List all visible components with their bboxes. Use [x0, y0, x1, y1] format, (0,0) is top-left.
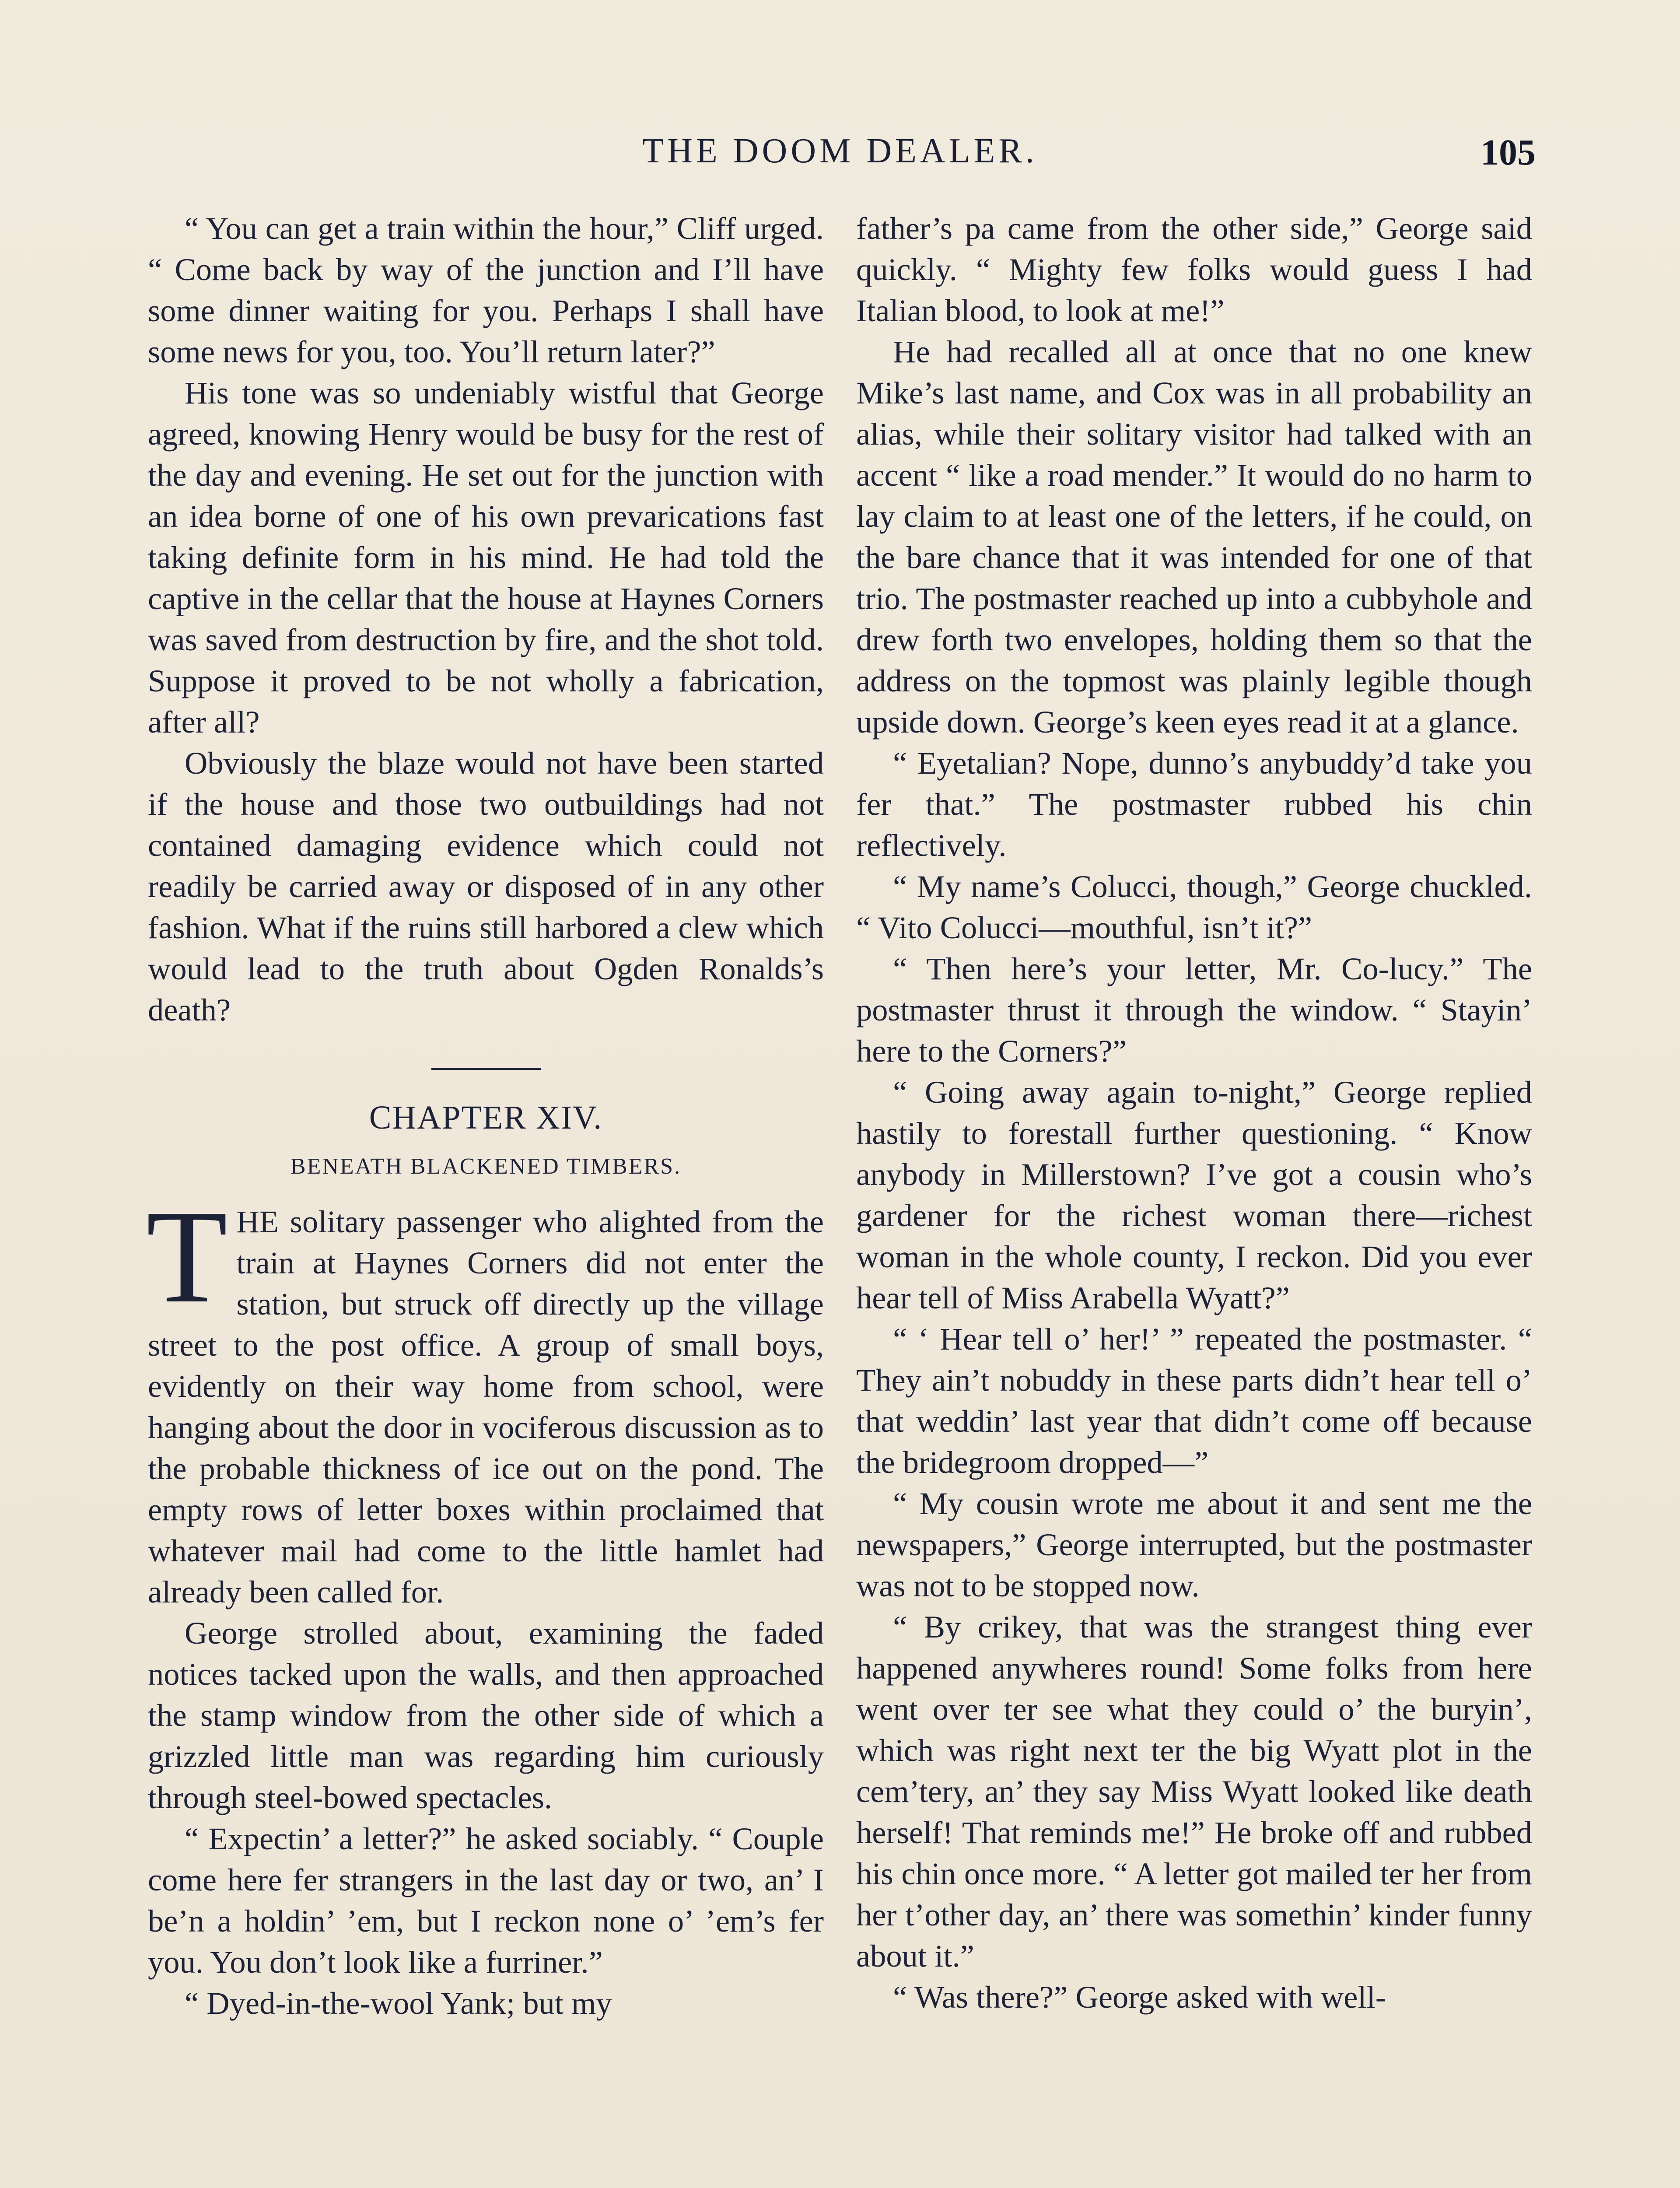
paragraph: “ Was there?” George asked with well-	[893, 1979, 1386, 2015]
paragraph: “ My name’s Colucci, though,” George chuckled. “ Vito Colucci—mouthful, isn’t it?”	[856, 869, 1532, 945]
running-title: THE DOOM DEALER.	[642, 132, 1038, 170]
paragraph: “ ‘ Hear tell o’ her!’ ” repeated the postmaster. “ They ain’t nobuddy in these parts didn’t hear tell o’ that weddin’ last year that didn’t come off because the bridegroom dropped—”	[856, 1321, 1532, 1480]
page-number: 105	[1480, 132, 1536, 173]
drop-cap: T	[146, 1182, 228, 1330]
right-column	[856, 208, 1532, 2018]
section-divider	[431, 1068, 541, 1070]
paragraph: “ Dyed-in-the-wool Yank; but my	[185, 1985, 612, 2021]
paragraph: George strolled about, examining the faded notices tacked upon the walls, and then approached the stamp window from the other side of which a grizzled little man was regarding him curiously through steel-bowed spectacles.	[148, 1615, 824, 1815]
paragraph: His tone was so undeniably wistful that George agreed, knowing Henry would be busy for the rest of the day and evening. He set out for the junction with an idea borne of one of his own prevarications fast taking definite form in his mind. He had told the captive in the cellar that the house at Haynes Corners was saved from destruction by fire, and the shot told. Suppose it proved to be not wholly a fabrication, after all?	[148, 375, 824, 740]
paragraph: “ Expectin’ a letter?” he asked sociably. “ Couple come here fer strangers in the last day or two, an’ I be’n a holdin’ ’em, but I reckon none o’ ’em’s fer you. You don’t look like a furriner.”	[148, 1821, 824, 1980]
running-header	[144, 131, 1536, 179]
paragraph: “ By crikey, that was the strangest thing ever happened anywheres round! Some folks from here went over ter see what they could o’ the buryin’, which was right next ter the big Wyatt plot in the cem’tery, an’ they say Miss Wyatt looked like death herself! That reminds me!” He broke off and rubbed his chin once more. “ A letter got mailed ter her from her t’other day, an’ there was somethin’ kinder funny about it.”	[856, 1609, 1532, 1974]
paragraph: “ My cousin wrote me about it and sent me the newspapers,” George interrupted, but the postmaster was not to be stopped now.	[856, 1486, 1532, 1603]
paragraph: “ You can get a train within the hour,” Cliff urged. “ Come back by way of the junction and I’ll have some dinner waiting for you. Perhaps I shall have some news for you, too. You’ll return later?”	[148, 210, 824, 369]
opening-text: HE solitary passenger who alighted from the train at Haynes Corners did not enter the station, but struck off directly up the village street to the post office. A group of small boys, evidently on their way home from school, were hanging about the door in vociferous discussion as to the probable thickness of ice out on the pond. The empty rows of letter boxes within proclaimed that whatever mail had come to the little hamlet had already been called for.	[148, 1204, 824, 1609]
paragraph: Obviously the blaze would not have been started if the house and those two outbuildings had not contained damaging evidence which could not readily be carried away or disposed of in any other fashion. What if the ruins still harbored a clew which would lead to the truth about Ogden Ronalds’s death?	[148, 745, 824, 1027]
chapter-heading: CHAPTER XIV.	[369, 1099, 603, 1136]
continued-paragraph: father’s pa came from the other side,” George said quickly. “ Mighty few folks would guess I had Italian blood, to look at me!”	[856, 210, 1532, 328]
paragraph: He had recalled all at once that no one knew Mike’s last name, and Cox was in all probability an alias, while their solitary visitor had talked with an accent “ like a road mender.” It would do no harm to lay claim to at least one of the letters, if he could, on the bare chance that it was intended for one of that trio. The postmaster reached up into a cubbyhole and drew forth two envelopes, holding them so that the address on the topmost was plainly legible though upside down. George’s keen eyes read it at a glance.	[856, 334, 1532, 740]
chapter-opening-paragraph	[146, 1182, 824, 1613]
paragraph: “ Eyetalian? Nope, dunno’s anybuddy’d take you fer that.” The postmaster rubbed his chin reflectively.	[856, 745, 1532, 863]
paragraph: “ Then here’s your letter, Mr. Co-lucy.” The postmaster thrust it through the window. “ Stayin’ here to the Corners?”	[856, 951, 1532, 1069]
left-column	[148, 208, 824, 2024]
chapter-subtitle: BENEATH BLACKENED TIMBERS.	[290, 1154, 682, 1179]
paragraph: “ Going away again to-night,” George replied hastily to forestall further questioning. “ Know anybody in Millerstown? I’ve got a cousin who’s gardener for the richest woman there—richest woman in the whole county, I reckon. Did you ever hear tell of Miss Arabella Wyatt?”	[856, 1074, 1532, 1315]
